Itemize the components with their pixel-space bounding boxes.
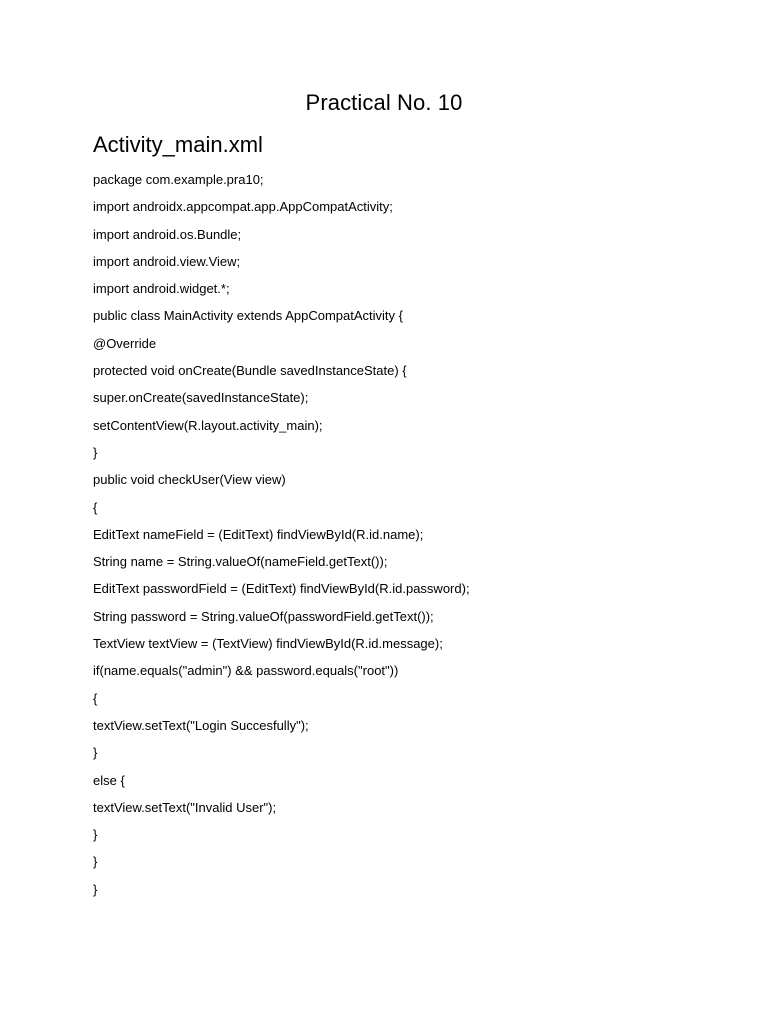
code-line: EditText passwordField = (EditText) findViewById(R.id.password); [93,581,470,597]
code-line: else { [93,772,125,788]
code-line: protected void onCreate(Bundle savedInstanceState) { [93,363,407,379]
code-line: String name = String.valueOf(nameField.getText()); [93,554,388,570]
code-line: { [93,499,98,515]
code-line: } [93,444,98,460]
code-line: } [93,745,98,761]
code-line: { [93,690,98,706]
code-line: if(name.equals("admin") && password.equals("root")) [93,663,399,679]
code-line: } [93,827,98,843]
section-heading: Activity_main.xml [93,132,263,157]
code-line: @Override [93,335,157,351]
code-line: String password = String.valueOf(passwordField.getText()); [93,608,434,624]
code-line: import android.os.Bundle; [93,226,242,242]
code-line: setContentView(R.layout.activity_main); [93,417,323,433]
code-line: textView.setText("Login Succesfully"); [93,717,309,733]
code-line: import androidx.appcompat.app.AppCompatActivity; [93,199,393,215]
code-line: public class MainActivity extends AppCompatActivity { [93,308,403,324]
page-title: Practical No. 10 [305,90,463,115]
code-line: TextView textView = (TextView) findViewById(R.id.message); [93,636,443,652]
code-line: package com.example.pra10; [93,172,264,187]
code-line: import android.widget.*; [93,281,230,297]
code-line: textView.setText("Invalid User"); [93,799,277,815]
code-line: public void checkUser(View view) [93,472,286,488]
code-line: super.onCreate(savedInstanceState); [93,390,309,406]
code-line: import android.view.View; [93,253,241,269]
code-line: } [93,854,98,870]
code-line: } [93,881,98,897]
code-listing [93,169,733,906]
code-line: EditText nameField = (EditText) findViewById(R.id.name); [93,526,424,542]
